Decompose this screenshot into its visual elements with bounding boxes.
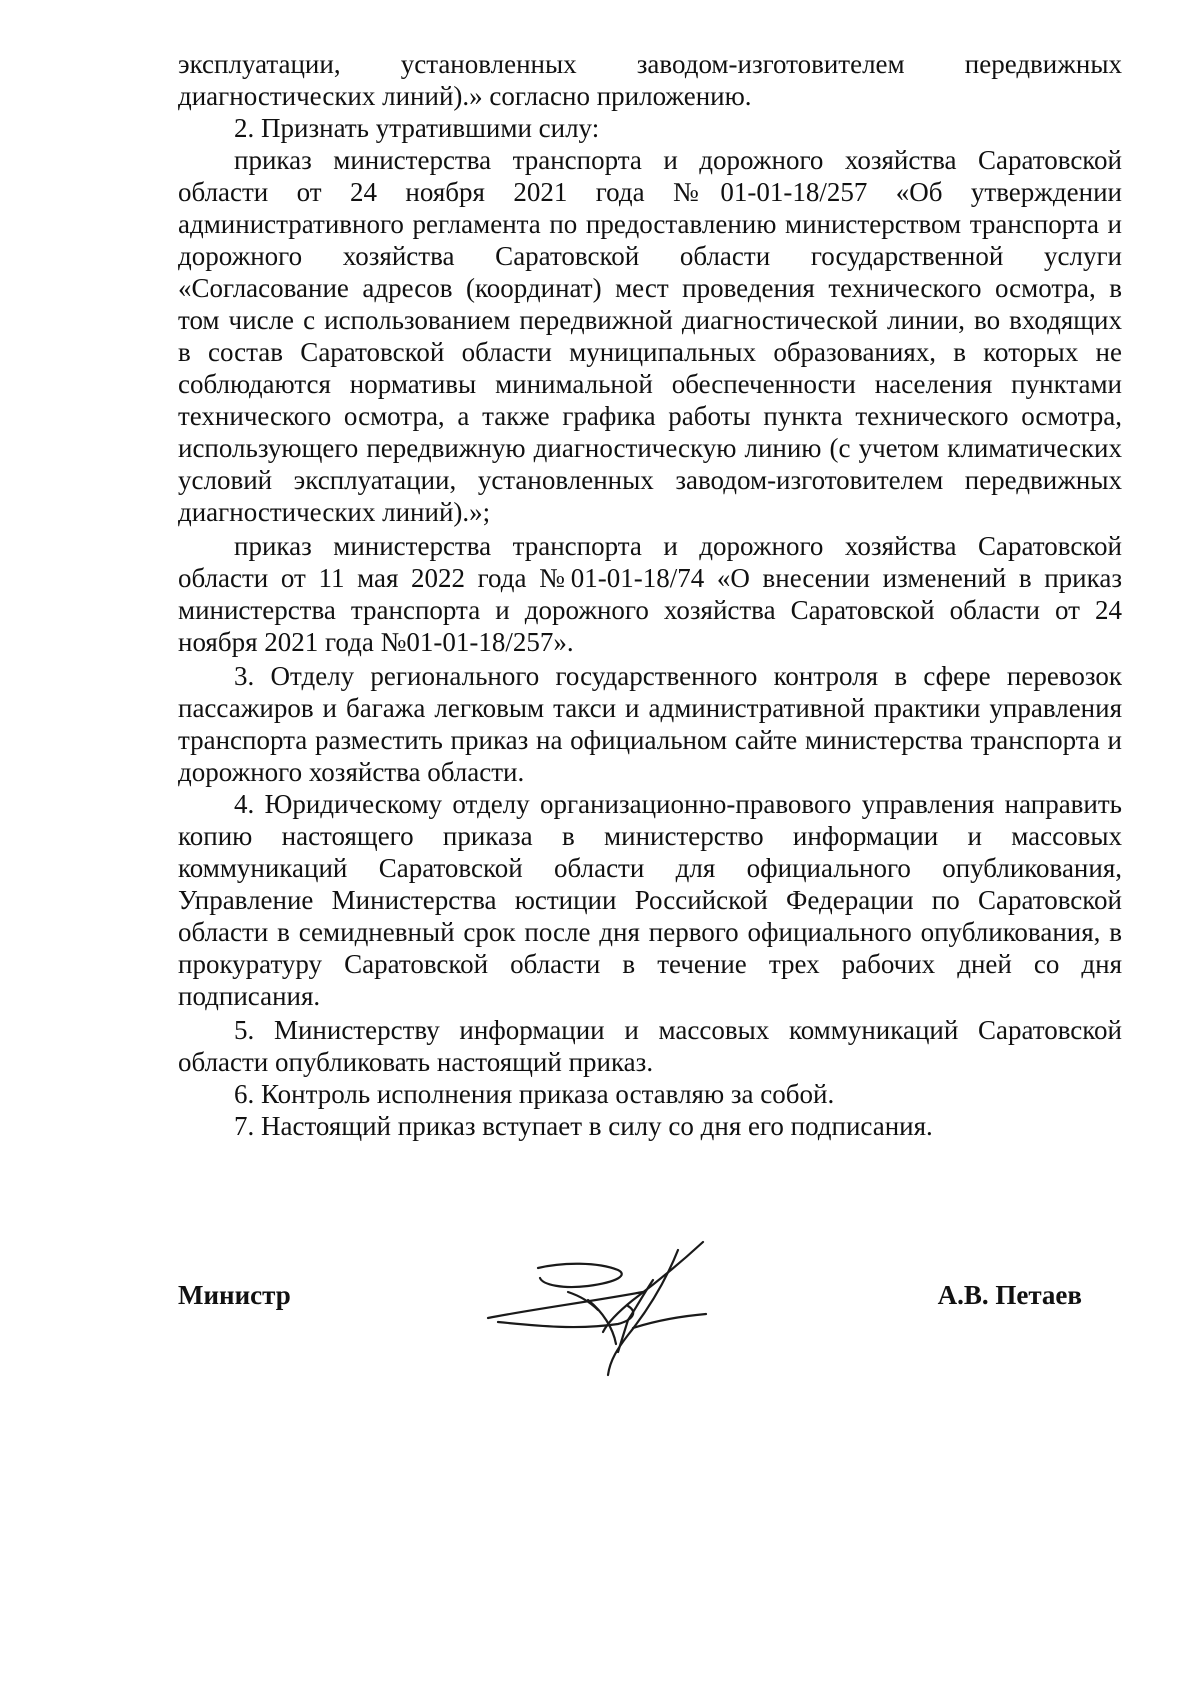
signer-title: Министр [178,1280,291,1310]
paragraph-item-2: 2. Признать утратившими силу: [234,113,600,143]
paragraph-continuation: эксплуатации, установленных заводом-изготовителем передвижных диагностических линий).» согласно приложению. [178,49,1122,111]
paragraph-item-4: 4. Юридическому отделу организационно-правового управления направить копию настоящего приказа в министерство информации и массовых коммуникаций Саратовской области для официального опубликования, Управление Министерства юстиции Российской Федерации по Саратовской области в семидневный срок после дня первого официального опубликования, в прокуратуру Саратовской области в течение трех рабочих дней со дня подписания. [178,789,1122,1011]
paragraph-item-5: 5. Министерству информации и массовых коммуникаций Саратовской области опубликовать настоящий приказ. [178,1015,1122,1077]
paragraph-item-3: 3. Отделу регионального государственного контроля в сфере перевозок пассажиров и багажа легковым такси и административной практики управления транспорта разместить приказ на официальном сайте министерства транспорта и дорожного хозяйства области. [178,661,1122,787]
paragraph-item-7: 7. Настоящий приказ вступает в силу со дня его подписания. [234,1111,933,1141]
handwritten-signature [468,1240,718,1380]
signer-name: А.В. Петаев [937,1280,1082,1310]
signature-block [178,1240,1122,1380]
paragraph-item-6: 6. Контроль исполнения приказа оставляю за собой. [234,1079,835,1109]
paragraph-revoked-order-2: приказ министерства транспорта и дорожного хозяйства Саратовской области от 11 мая 2022 года №01-01-18/74 «О внесении изменений в приказ министерства транспорта и дорожного хозяйства Саратовской области от 24 ноября 2021 года №01-01-18/257». [178,531,1122,657]
paragraph-revoked-order-1: приказ министерства транспорта и дорожного хозяйства Саратовской области от 24 ноября 2021 года №01-01-18/257 «Об утверждении административного регламента по предоставлению министерством транспорта и дорожного хозяйства Саратовской области государственной услуги «Согласование адресов (координат) мест проведения технического осмотра, в том числе с использованием передвижной диагностической линии, во входящих в состав Саратовской области муниципальных образованиях, в которых не соблюдаются нормативы минимальной обеспеченности населения пунктами технического осмотра, а также графика работы пункта технического осмотра, использующего передвижную диагностическую линию (с учетом климатических условий эксплуатации, установленных заводом-изготовителем передвижных диагностических линий).»; [178,145,1122,527]
document-body [178,48,1122,1142]
